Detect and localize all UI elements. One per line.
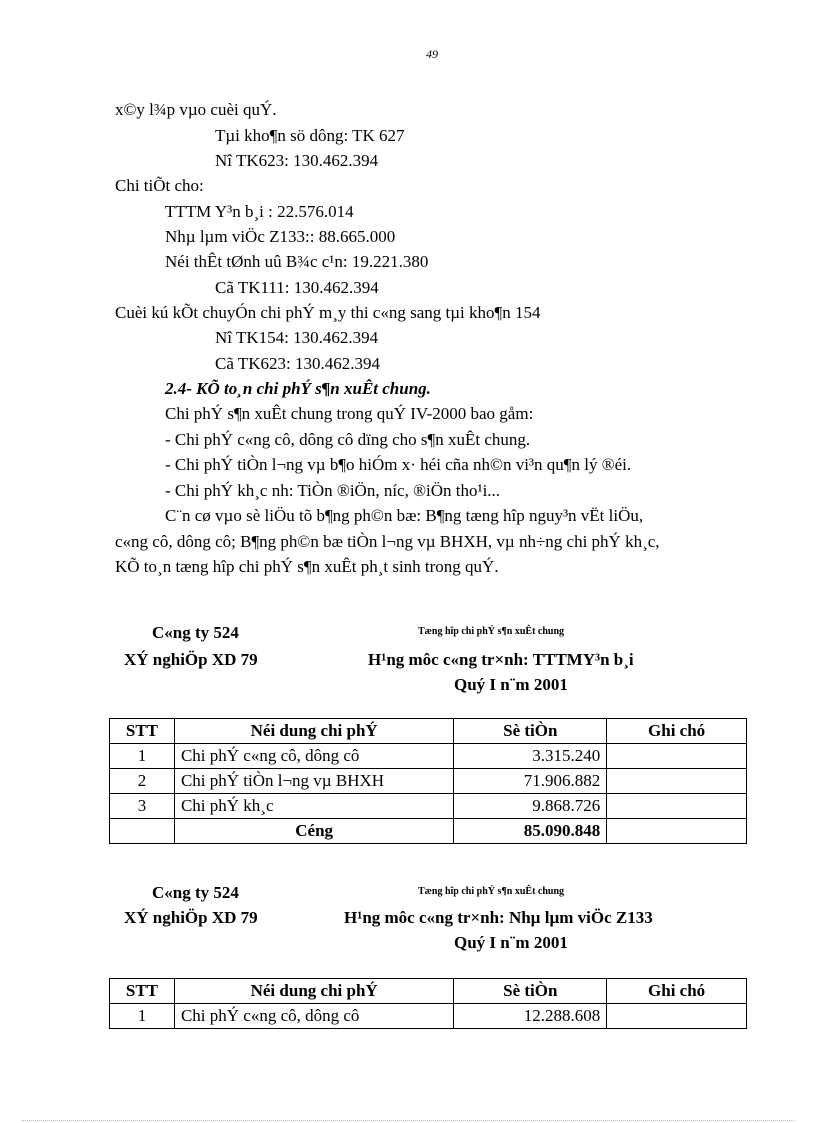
- row-note: [607, 1004, 747, 1029]
- total-blank: [110, 819, 175, 844]
- section-heading: 2.4- KÕ to¸n chi phÝ s¶n xuÊt chung.: [165, 379, 431, 398]
- body-line: Nhµ lµm viÖc Z133:: 88.665.000: [165, 227, 396, 246]
- body-line: Tµi kho¶n sö dông: TK 627: [215, 126, 405, 145]
- para-line: - Chi phÝ tiÒn l¬ng vµ b¶o hiÓm x· héi cña nh©n vi³n qu¶n lý ®éi.: [165, 455, 632, 474]
- body-line: Nî TK154: 130.462.394: [215, 328, 379, 347]
- row-index: 3: [110, 794, 175, 819]
- report-title: Tæng hîp chi phÝ s¶n xuÊt chung: [418, 886, 565, 897]
- report-period: Quý I n¨m 2001: [454, 933, 568, 952]
- total-amount: 85.090.848: [454, 819, 607, 844]
- para-line: - Chi phÝ c«ng cô, dông cô dïng cho s¶n xuÊt chung.: [165, 430, 531, 449]
- project-name: H¹ng môc c«ng tr×nh: TTTMY³n b¸i: [368, 650, 634, 669]
- enterprise-name: XÝ nghiÖp XD 79: [124, 908, 258, 927]
- row-note: [607, 794, 747, 819]
- row-note: [607, 744, 747, 769]
- body-line: Cuèi kú kÕt chuyÓn chi phÝ m¸y thi c«ng sang tµi kho¶n 154: [115, 303, 541, 322]
- row-index: 1: [110, 1004, 175, 1029]
- para-line: KÕ to¸n tæng hîp chi phÝ s¶n xuÊt ph¸t sinh trong quÝ.: [115, 557, 499, 576]
- row-description: Chi phÝ tiÒn l¬ng vµ BHXH: [174, 769, 453, 794]
- report-title: Tæng hîp chi phÝ s¶n xuÊt chung: [418, 626, 565, 637]
- para-line: - Chi phÝ kh¸c nh: TiÒn ®iÖn, níc, ®iÖn tho¹i...: [165, 481, 501, 500]
- col-header: Sè tiÒn: [454, 979, 607, 1004]
- enterprise-name: XÝ nghiÖp XD 79: [124, 650, 258, 669]
- row-description: Chi phÝ kh¸c: [174, 794, 453, 819]
- body-line: Nî TK623: 130.462.394: [215, 151, 379, 170]
- cost-table-2: [109, 978, 747, 1029]
- total-note: [607, 819, 747, 844]
- project-name: H¹ng môc c«ng tr×nh: Nhµ lµm viÖc Z133: [344, 908, 653, 927]
- row-amount: 3.315.240: [454, 744, 607, 769]
- col-header: Néi dung chi phÝ: [174, 719, 453, 744]
- total-label: Céng: [174, 819, 453, 844]
- para-line: Chi phÝ s¶n xuÊt chung trong quÝ IV-2000 bao gåm:: [165, 404, 534, 423]
- table-row: [110, 769, 747, 794]
- col-header: Ghi chó: [607, 719, 747, 744]
- row-index: 2: [110, 769, 175, 794]
- body-line: Néi thÊt tØnh uû B¾c c¹n: 19.221.380: [165, 252, 429, 271]
- row-description: Chi phÝ c«ng cô, dông cô: [174, 744, 453, 769]
- table-row: [110, 794, 747, 819]
- page-number: 49: [426, 47, 438, 61]
- body-line: Chi tiÕt cho:: [115, 176, 204, 195]
- table-row: [110, 744, 747, 769]
- para-line: C¨n cø vµo sè liÖu tõ b¶ng ph©n bæ: B¶ng tæng hîp nguy³n vËt liÖu,: [165, 506, 644, 525]
- report-period: Quý I n¨m 2001: [454, 675, 568, 694]
- company-name: C«ng ty 524: [152, 623, 239, 642]
- col-header: Néi dung chi phÝ: [174, 979, 453, 1004]
- body-line: Cã TK111: 130.462.394: [215, 278, 379, 297]
- cost-table-1: [109, 718, 747, 844]
- col-header: Ghi chó: [607, 979, 747, 1004]
- body-line: x©y l¾p vµo cuèi quÝ.: [115, 100, 277, 119]
- col-header: Sè tiÒn: [454, 719, 607, 744]
- row-index: 1: [110, 744, 175, 769]
- company-name: C«ng ty 524: [152, 883, 239, 902]
- table-header-row: [110, 719, 747, 744]
- col-header: STT: [110, 979, 175, 1004]
- table-header-row: [110, 979, 747, 1004]
- row-description: Chi phÝ c«ng cô, dông cô: [174, 1004, 453, 1029]
- row-amount: 12.288.608: [454, 1004, 607, 1029]
- table-row: [110, 1004, 747, 1029]
- para-line: c«ng cô, dông cô; B¶ng ph©n bæ tiÒn l¬ng vµ BHXH, vµ nh÷ng chi phÝ kh¸c,: [115, 532, 660, 551]
- body-line: Cã TK623: 130.462.394: [215, 354, 380, 373]
- body-line: TTTM Y³n b¸i : 22.576.014: [165, 202, 354, 221]
- col-header: STT: [110, 719, 175, 744]
- page-bottom-rule: [22, 1120, 794, 1121]
- total-row: [110, 819, 747, 844]
- row-note: [607, 769, 747, 794]
- row-amount: 71.906.882: [454, 769, 607, 794]
- row-amount: 9.868.726: [454, 794, 607, 819]
